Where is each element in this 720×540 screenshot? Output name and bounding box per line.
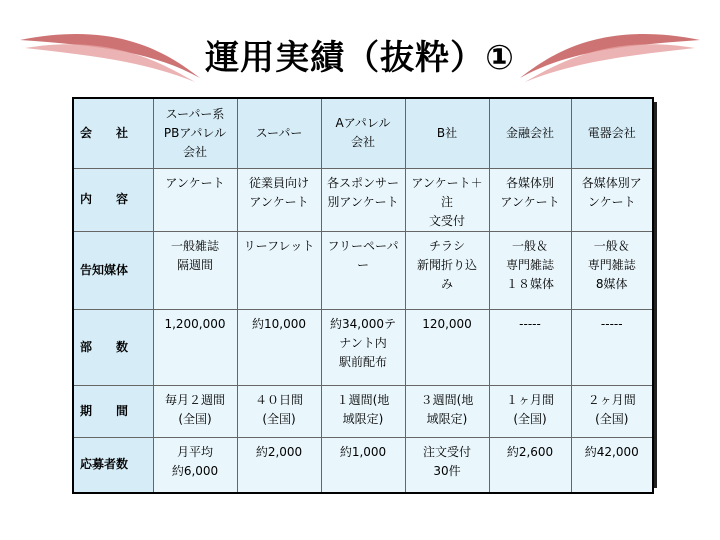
cell-text: 約42,000 — [584, 444, 639, 459]
cell-text: 各スポンサー 別アンケート — [326, 175, 399, 209]
header-label-text: 会 社 — [80, 125, 129, 140]
table-cell — [405, 168, 489, 231]
header-cell — [571, 98, 653, 168]
table-row — [73, 385, 653, 437]
cell-text: ４０日間 (全国) — [254, 392, 303, 426]
cell-text: 約2,600 — [506, 444, 554, 459]
table-cell — [237, 168, 321, 231]
page-title: 運用実績（抜粋）① — [205, 38, 515, 78]
table-cell — [237, 437, 321, 493]
table-cell — [153, 385, 237, 437]
table-cell — [489, 168, 571, 231]
table-cell — [571, 231, 653, 309]
table-cell — [405, 309, 489, 385]
table-cell — [489, 309, 571, 385]
cell-text: １週間(地 域限定) — [336, 392, 390, 426]
header-cell-text: B社 — [436, 125, 458, 140]
cell-text: 一般＆ 専門雑誌 １８媒体 — [505, 238, 554, 291]
table-cell — [571, 168, 653, 231]
table-cell — [405, 385, 489, 437]
cell-text: 約2,000 — [255, 444, 303, 459]
table-cell — [153, 231, 237, 309]
header-cell-text: スーパー系 PBアパレル 会社 — [163, 106, 227, 159]
cell-text: リーフレット — [243, 238, 315, 253]
table-cell — [321, 385, 405, 437]
table-cell — [153, 437, 237, 493]
table-cell — [405, 437, 489, 493]
table-cell — [237, 231, 321, 309]
table-cell — [321, 437, 405, 493]
header-cell-text: 電器会社 — [587, 125, 636, 140]
header-cell — [237, 98, 321, 168]
cell-text: ----- — [600, 316, 623, 331]
table-cell — [489, 437, 571, 493]
cell-text: 1,200,000 — [164, 316, 226, 331]
cell-text: 各媒体別ア ンケート — [581, 175, 642, 209]
header-label — [73, 98, 153, 168]
cell-text: 120,000 — [422, 316, 472, 331]
row-label: 期 間 — [73, 385, 153, 437]
table-cell — [321, 309, 405, 385]
table-cell — [571, 309, 653, 385]
cell-text: ３週間(地 域限定) — [420, 392, 474, 426]
row-label: 告知媒体 — [73, 231, 153, 309]
cell-text: 各媒体別 アンケート — [500, 175, 560, 209]
cell-text: 従業員向け アンケート — [248, 175, 309, 209]
table-cell — [237, 385, 321, 437]
cell-text: 注文受付 30件 — [422, 444, 471, 478]
header-cell — [489, 98, 571, 168]
table-cell — [571, 437, 653, 493]
table-row — [73, 309, 653, 385]
table-cell — [153, 168, 237, 231]
results-table — [72, 97, 654, 494]
cell-text: 一般雑誌 隔週間 — [170, 238, 219, 272]
cell-text: 約10,000 — [252, 316, 306, 331]
cell-text: 毎月２週間 (全国) — [164, 392, 225, 426]
header-cell — [321, 98, 405, 168]
table-cell — [571, 385, 653, 437]
cell-text: アンケート — [165, 175, 225, 190]
header-cell-text: 金融会社 — [505, 125, 554, 140]
cell-text: 約1,000 — [339, 444, 387, 459]
cell-text: ２ヶ月間 (全国) — [587, 392, 636, 426]
table-cell — [321, 168, 405, 231]
table-header-row — [73, 98, 653, 168]
table-row — [73, 168, 653, 231]
header-cell — [153, 98, 237, 168]
header-cell — [405, 98, 489, 168]
table-cell — [321, 231, 405, 309]
table-row — [73, 231, 653, 309]
row-label: 内 容 — [73, 168, 153, 231]
table-cell — [489, 385, 571, 437]
table-row — [73, 437, 653, 493]
cell-text: 約34,000テ ナント内 駅前配布 — [330, 316, 396, 369]
row-label: 応募者数 — [73, 437, 153, 493]
cell-text: １ヶ月間 (全国) — [505, 392, 554, 426]
cell-text: フリーペーパー — [327, 238, 399, 272]
header-cell-text: Aアパレル 会社 — [335, 116, 391, 150]
cell-text: 月平均 約6,000 — [171, 444, 219, 478]
header-cell-text: スーパー — [255, 125, 303, 140]
cell-text: アンケート＋注 文受付 — [411, 175, 483, 228]
table-cell — [489, 231, 571, 309]
table-cell — [153, 309, 237, 385]
table-cell — [405, 231, 489, 309]
cell-text: ----- — [519, 316, 541, 331]
table-cell — [237, 309, 321, 385]
row-label: 部 数 — [73, 309, 153, 385]
cell-text: 一般＆ 専門雑誌 8媒体 — [587, 238, 636, 291]
cell-text: チラシ 新聞折り込 み — [416, 238, 477, 291]
